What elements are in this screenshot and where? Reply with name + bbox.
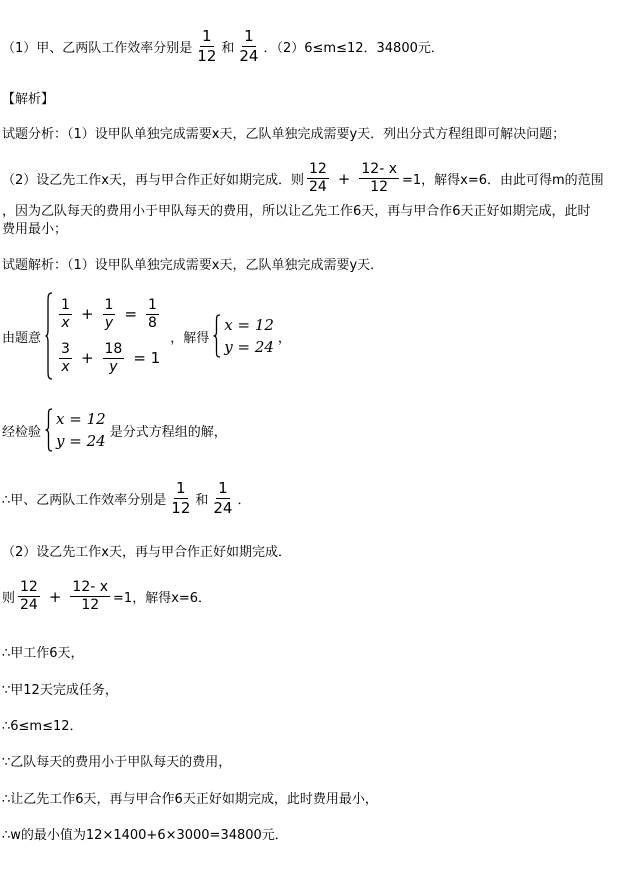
- analysis-text: ，因为乙队每天的费用小于甲队每天的费用，所以让乙先工作6天，再与甲合作6天正好如期完成，此时: [2, 204, 591, 219]
- reason-text: ∴甲工作6天，: [2, 646, 84, 661]
- fraction-denominator: 12: [171, 499, 191, 517]
- fraction-denominator: 12: [197, 47, 217, 65]
- fraction-12-minus-x: [359, 162, 399, 195]
- part2-line: [2, 541, 291, 560]
- fraction-numerator: 1: [176, 479, 186, 497]
- answer-line: [2, 28, 444, 65]
- solution-system: [213, 314, 274, 358]
- check-label: 经检验: [2, 424, 42, 440]
- equation-system: [45, 292, 166, 380]
- fraction-denominator: x: [61, 358, 70, 375]
- solution-y: y = 24: [224, 338, 274, 356]
- fraction-numerator: [359, 162, 399, 179]
- analysis-heading: [2, 88, 54, 107]
- fraction-numerator: 1: [202, 27, 212, 45]
- fraction-3-over-x: [59, 342, 72, 375]
- plus-sign: +: [80, 349, 94, 367]
- fraction-denominator: y: [109, 358, 118, 375]
- answer-part1-text: （1）甲、乙两队工作效率分别是: [2, 41, 193, 56]
- heading-text: 【解析】: [2, 92, 55, 107]
- answer-and-text: 和: [221, 41, 235, 56]
- reason-text: ∴6≤m≤12．: [2, 719, 83, 734]
- fraction-numerator: 1: [244, 27, 254, 45]
- solution-x: x = 12: [56, 410, 106, 428]
- reason-line-b: [2, 679, 118, 698]
- therefore-and: 和: [195, 493, 209, 508]
- solution-y: y = 24: [56, 432, 106, 450]
- fraction-denominator: 8: [148, 314, 157, 331]
- reason-line-f: [2, 824, 288, 843]
- fraction-numerator: 1: [61, 296, 70, 313]
- fraction-denominator: 24: [239, 47, 259, 65]
- reason-line-a: [2, 642, 84, 661]
- fraction-numerator: 3: [61, 340, 70, 357]
- check-suffix: 是分式方程组的解，: [109, 424, 227, 440]
- part2-equation-line: [2, 580, 211, 613]
- fraction-numerator: 12- x: [72, 579, 109, 595]
- reason-text: ∴w的最小值为12×1400+6×3000=34800元．: [2, 828, 288, 843]
- analysis-text: （2）设乙先工作x天，再与甲合作正好如期完成．则: [2, 173, 304, 188]
- fraction-1-over-x: [59, 298, 72, 331]
- fraction-numerator: 18: [104, 340, 123, 357]
- fraction-denominator: y: [104, 314, 114, 331]
- analysis-text: 费用最小；: [2, 222, 68, 237]
- equals-sign: =: [124, 305, 138, 323]
- therefore-text: ∴甲、乙两队工作效率分别是: [2, 493, 167, 508]
- fraction-denominator: x: [61, 314, 70, 331]
- equation-system-line: [2, 292, 291, 380]
- analysis-line-3: [2, 200, 591, 219]
- fraction-12-24: [307, 162, 329, 195]
- then-label: 则: [2, 591, 16, 606]
- numerator-text: 12- x: [361, 161, 397, 177]
- fraction-numerator: 12: [20, 579, 38, 595]
- check-system: [45, 408, 106, 452]
- analysis-line-4: [2, 218, 67, 237]
- fraction-efficiency-a: [169, 480, 192, 517]
- left-brace-icon: [45, 408, 53, 452]
- reason-text: ∵乙队每天的费用小于甲队每天的费用，: [2, 755, 232, 770]
- fraction-numerator: 1: [148, 296, 157, 313]
- fraction-efficiency-b: [211, 480, 234, 517]
- reason-line-e: [2, 788, 378, 807]
- analysis-line-1: [2, 123, 565, 142]
- therefore-line: [2, 480, 251, 517]
- solution-x: x = 12: [224, 316, 274, 334]
- fraction-efficiency-a: [195, 28, 218, 65]
- part2-eq-suffix: =1，解得x=6．: [113, 591, 212, 606]
- system-label: 由题意: [2, 330, 42, 346]
- fraction-denominator: 12: [370, 179, 389, 195]
- fraction-12-24: [18, 580, 40, 613]
- fraction-1-over-y: [103, 298, 116, 331]
- therefore-end: ．: [237, 493, 251, 508]
- reason-text: ∵甲12天完成任务，: [2, 683, 118, 698]
- analysis-text: 试题分析：（1）设甲队单独完成需要x天，乙队单独完成需要y天．列出分式方程组即可解决问题；: [2, 127, 566, 142]
- fraction-numerator: 1: [104, 296, 114, 313]
- left-brace-icon: [213, 314, 221, 358]
- left-brace-icon: [45, 292, 53, 380]
- fraction-efficiency-b: [237, 28, 260, 65]
- fraction-1-over-8: [146, 298, 159, 331]
- reason-line-c: [2, 715, 83, 734]
- analysis-line-2: [2, 162, 604, 195]
- reason-text: ∴让乙先工作6天，再与甲合作6天正好如期完成，此时费用最小，: [2, 792, 378, 807]
- fraction-denominator: 24: [308, 179, 327, 195]
- plus-sign: +: [337, 169, 351, 188]
- plus-sign: +: [80, 305, 94, 323]
- plus-sign: +: [48, 587, 62, 606]
- equals-one: = 1: [133, 349, 161, 367]
- fraction-denominator: 24: [20, 597, 38, 613]
- fraction-denominator: 12: [81, 597, 100, 613]
- solve-label: ，解得: [170, 330, 210, 346]
- answer-part2-text: ．（2）6≤m≤12．34800元．: [263, 41, 444, 56]
- reason-line-d: [2, 751, 231, 770]
- fraction-numerator: 12: [308, 161, 327, 177]
- fraction-numerator: 1: [218, 479, 228, 497]
- fraction-12-minus-x: [70, 580, 110, 613]
- comma: ，: [277, 330, 291, 346]
- analysis-text: =1，解得x=6．由此可得m的范围: [401, 173, 604, 188]
- fraction-denominator: 24: [213, 499, 233, 517]
- solution-text: 试题解析：（1）设甲队单独完成需要x天，乙队单独完成需要y天．: [2, 258, 384, 273]
- fraction-18-over-y: [103, 342, 125, 375]
- equation-1: [56, 298, 166, 331]
- solution-line-1: [2, 254, 383, 273]
- equation-2: [56, 342, 166, 375]
- part2-text: （2）设乙先工作x天，再与甲合作正好如期完成．: [2, 545, 291, 560]
- check-line: [2, 408, 227, 452]
